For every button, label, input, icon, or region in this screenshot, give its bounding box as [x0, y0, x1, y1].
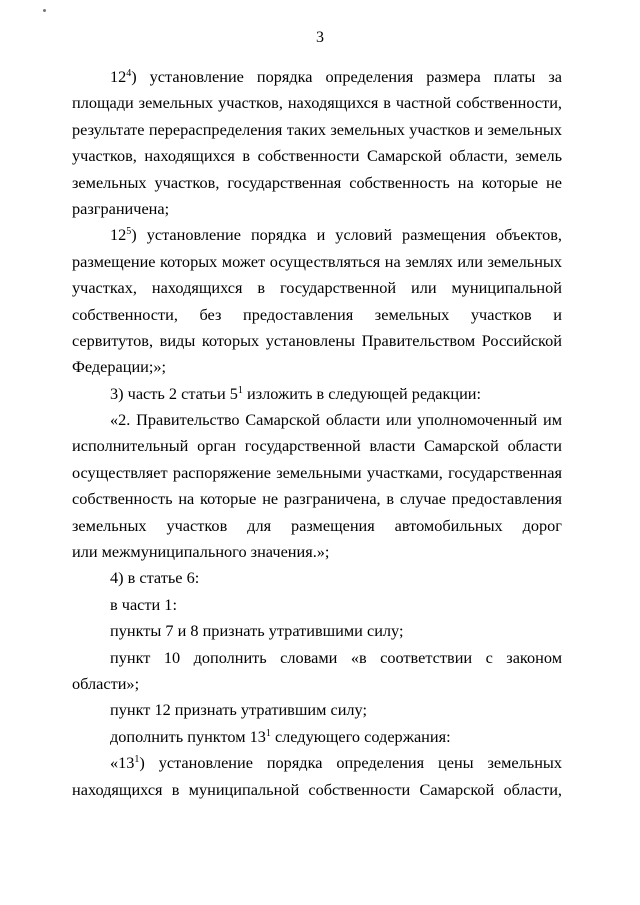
- text-line: участках, находящихся в государственной или муниципальной: [72, 278, 562, 298]
- paragraph-add-13-1: дополнить пунктом $13^1$ следующего содержания:: [110, 726, 451, 746]
- text-line: или межмуниципального значения.»;: [72, 542, 330, 562]
- text-line: «$13^1$) установление порядка определения цены земельных: [110, 753, 562, 773]
- text-line: участков, находящихся в собственности Самарской области, земель: [72, 146, 562, 166]
- text-line: $12^5$) установление порядка и условий размещения объектов,: [110, 225, 562, 245]
- text-line: осуществляет распоряжение земельными участками, государственная: [72, 462, 562, 482]
- page-number: 3: [316, 29, 324, 46]
- text-line: результате перераспределения таких земельных участков и земельных: [72, 119, 562, 139]
- text-line: $12^4$) установление порядка определения размера платы за: [110, 67, 562, 86]
- text-line: земельных участков, государственная собственность на которые не: [72, 172, 562, 192]
- paragraph-items-7-8: пункты 7 и 8 признать утратившими силу;: [110, 621, 404, 641]
- paragraph-part-1: в части 1:: [110, 594, 177, 614]
- paragraph-item-12: пункт 12 признать утратившим силу;: [110, 700, 367, 720]
- text-line: области»;: [72, 673, 140, 693]
- scan-speck: [43, 9, 46, 12]
- text-line: пункт 10 дополнить словами «в соответствии с законом: [110, 647, 562, 667]
- text-line: «2. Правительство Самарской области или уполномоченный им: [110, 410, 562, 430]
- paragraph-13-1: [72, 750, 562, 803]
- paragraph-3: 3) часть 2 статьи $5^1$ изложить в следующей редакции:: [110, 383, 482, 403]
- paragraph-4: 4) в статье 6:: [110, 568, 200, 588]
- text-line: площади земельных участков, находящихся в частной собственности,: [72, 93, 562, 113]
- text-line: сервитутов, виды которых установлены Правительством Российской: [72, 330, 562, 350]
- text-line: Федерации;»;: [72, 357, 167, 377]
- document-body: [72, 64, 562, 803]
- text-line: находящихся в муниципальной собственности Самарской области,: [72, 779, 562, 799]
- paragraph-item-10: [72, 645, 562, 698]
- paragraph-12-4: [72, 64, 562, 222]
- text-line: исполнительный орган государственной власти Самарской области: [72, 436, 562, 456]
- text-line: разграничена;: [72, 198, 170, 218]
- paragraph-quote-2: [72, 407, 562, 565]
- text-line: размещение которых может осуществляться на землях или земельных: [72, 251, 562, 271]
- text-line: земельных участков для размещения автомобильных дорог: [72, 515, 562, 535]
- paragraph-12-5: [72, 222, 562, 380]
- text-line: собственность на которые не разграничена, в случае предоставления: [72, 489, 562, 509]
- text-line: собственности, без предоставления земельных участков и: [72, 304, 562, 324]
